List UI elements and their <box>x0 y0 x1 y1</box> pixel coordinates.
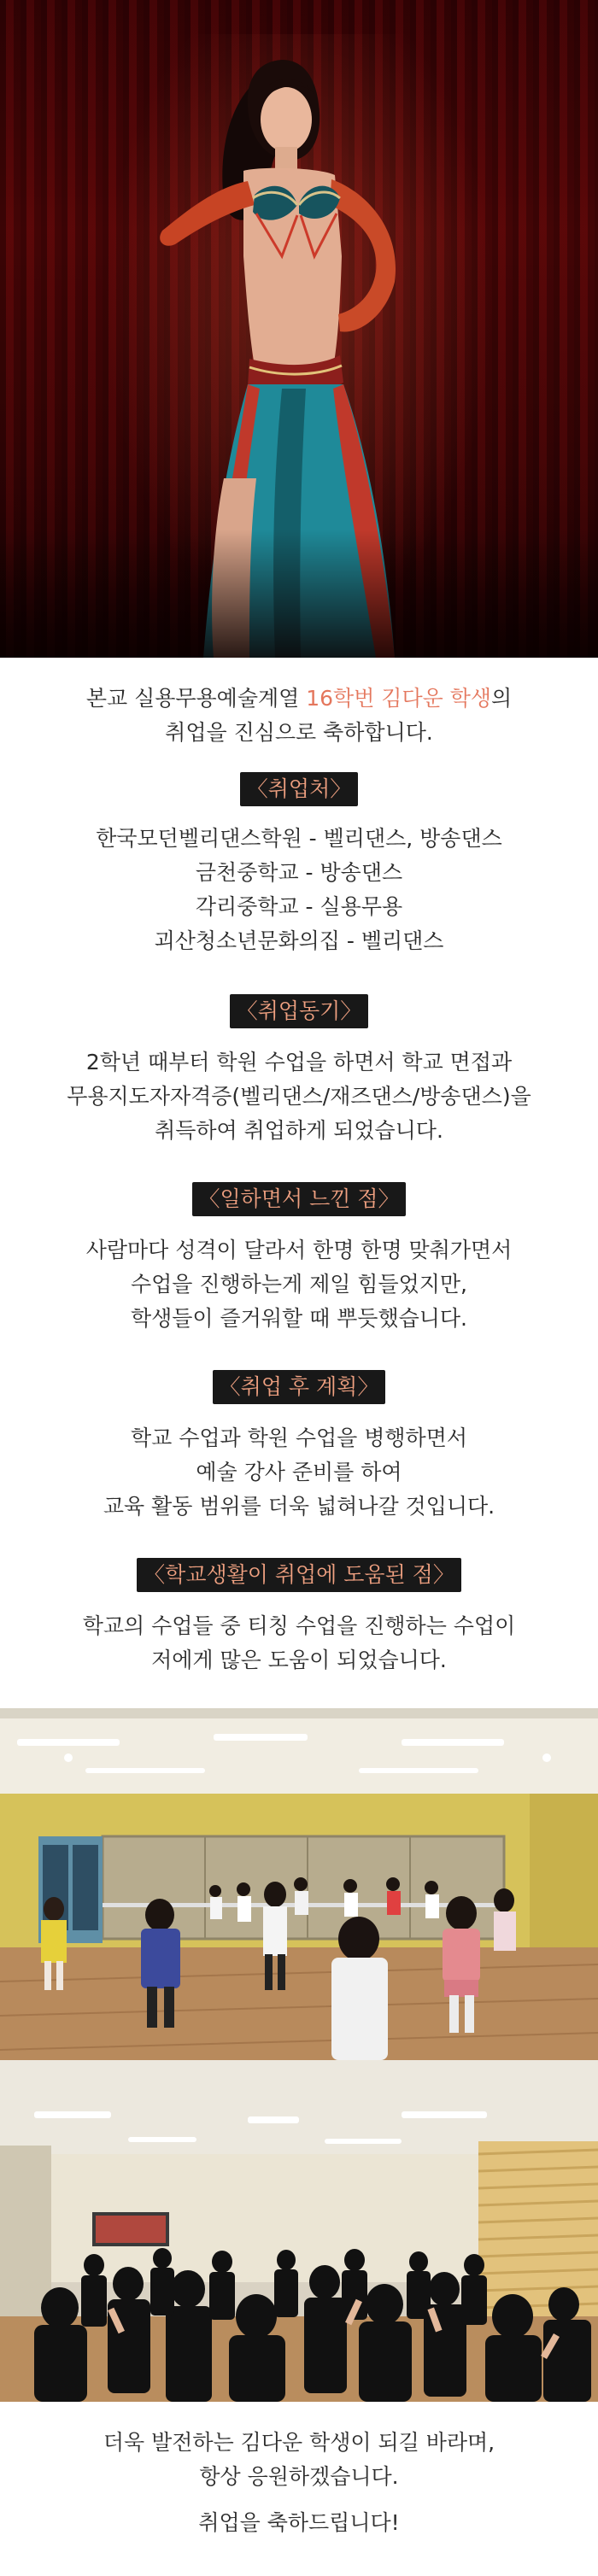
intro-line-2: 취업을 진심으로 축하합니다. <box>165 720 433 745</box>
group-class-photo <box>0 2060 598 2402</box>
closing-message <box>0 2426 598 2494</box>
motivation-line: 무용지도자자격증(벨리댄스/재즈댄스/방송댄스)을 <box>67 1084 531 1109</box>
motivation-section <box>0 994 598 1028</box>
employment-item: 한국모던벨리댄스학원 - 벨리댄스, 방송댄스 <box>96 826 502 851</box>
feelings-line: 수업을 진행하는게 제일 힘들었지만, <box>130 1272 468 1297</box>
motivation-line: 2학년 때부터 학원 수업을 하면서 학교 면접과 <box>85 1050 513 1074</box>
plans-section <box>0 1370 598 1404</box>
school-help-section <box>0 1558 598 1592</box>
feelings-line: 학생들이 즐거워할 때 뿌듯했습니다. <box>130 1306 468 1331</box>
school-help-text <box>0 1609 598 1677</box>
employment-label: 〈취업처〉 <box>240 772 358 806</box>
intro-line-1: 본교 실용무용예술계열 16학번 김다운 학생의 <box>85 686 513 711</box>
motivation-text <box>0 1045 598 1148</box>
employment-item: 괴산청소년문화의집 - 벨리댄스 <box>154 928 444 953</box>
closing-line-3: 취업을 축하드립니다! <box>198 2510 400 2535</box>
feelings-line: 사람마다 성격이 달라서 한명 한명 맞춰가면서 <box>85 1238 513 1262</box>
plans-line: 학교 수업과 학원 수업을 병행하면서 <box>130 1426 468 1450</box>
student-highlight: 16학번 김다운 학생 <box>306 686 491 711</box>
intro-message <box>0 682 598 750</box>
plans-label: 〈취업 후 계획〉 <box>213 1370 386 1404</box>
feelings-section <box>0 1182 598 1216</box>
belly-dancer-photo <box>0 0 598 658</box>
school-help-line: 저에게 많은 도움이 되었습니다. <box>151 1648 447 1672</box>
employment-list <box>0 822 598 958</box>
closing-line-2: 항상 응원하겠습니다. <box>199 2464 399 2489</box>
plans-line: 예술 강사 준비를 하여 <box>196 1460 402 1484</box>
feelings-text <box>0 1233 598 1336</box>
plans-line: 교육 활동 범위를 더욱 넓혀나갈 것입니다. <box>103 1494 495 1519</box>
school-help-label: 〈학교생활이 취업에 도움된 점〉 <box>137 1558 461 1592</box>
plans-text <box>0 1421 598 1524</box>
employment-item: 금천중학교 - 방송댄스 <box>195 860 403 885</box>
school-help-line: 학교의 수업들 중 티칭 수업을 진행하는 수업이 <box>82 1613 516 1638</box>
employment-item: 각리중학교 - 실용무용 <box>195 894 403 919</box>
motivation-line: 취득하여 취업하게 되었습니다. <box>155 1118 443 1143</box>
congratulations-message <box>0 2506 598 2540</box>
feelings-label: 〈일하면서 느낀 점〉 <box>192 1182 407 1216</box>
employment-section <box>0 772 598 806</box>
motivation-label: 〈취업동기〉 <box>230 994 369 1028</box>
dance-class-photo <box>0 1708 598 2060</box>
closing-line-1: 더욱 발전하는 김다운 학생이 되길 바라며, <box>103 2430 495 2455</box>
